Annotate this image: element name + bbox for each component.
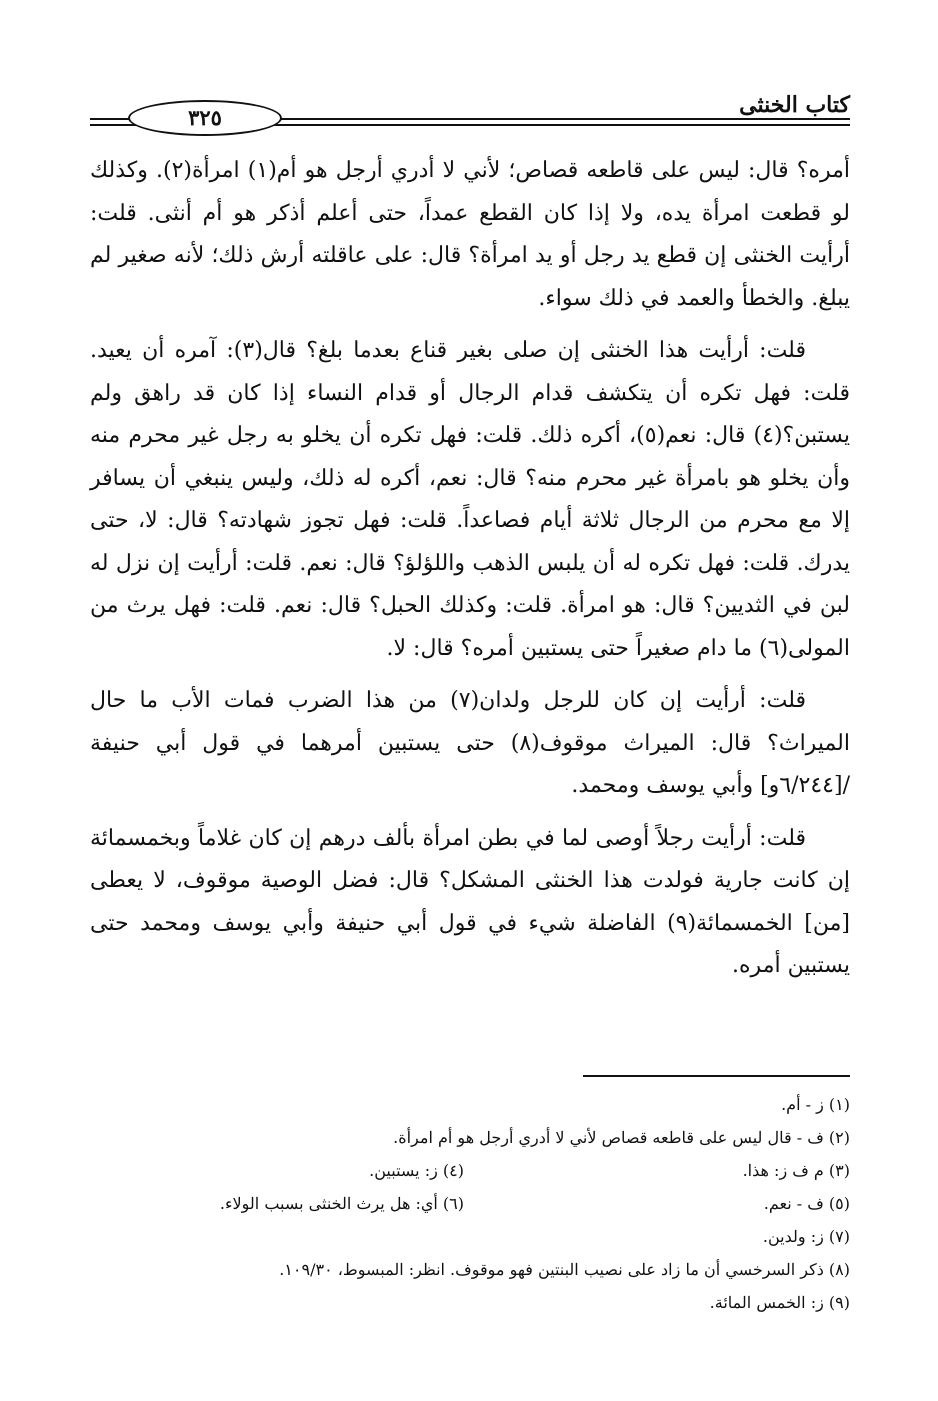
page-number: ٣٢٥ <box>128 100 282 136</box>
footnote-7: (٧) ز: ولدين. <box>762 1227 850 1246</box>
footnote-row-5-6 <box>90 1187 850 1220</box>
paragraph-1: أمره؟ قال: ليس على قاطعه قصاص؛ لأني لا أدري أرجل هو أم(١) امرأة(٢). وكذلك لو قطعت امرأة يده، ولا إذا كان القطع عمداً، حتى أعلم أذكر هو أم أنثى. قلت: أرأيت الخنثى إن قطع يد رجل أو يد امرأة؟ قال: على عاقلته أرش ذلك؛ لأنه صغير لم يبلغ. والخطأ والعمد في ذلك سواء. <box>90 158 850 311</box>
footnote-8: (٨) ذكر السرخسي أن ما زاد على نصيب البنتين فهو موقوف. انظر: المبسوط، ١٠٩/٣٠. <box>279 1260 850 1279</box>
footnote-separator <box>583 1075 850 1077</box>
footnote-1: (١) ز - أم. <box>781 1095 850 1114</box>
footnotes <box>90 1088 850 1319</box>
paragraph-2: قلت: أرأيت هذا الخنثى إن صلى بغير قناع بعدما بلغ؟ قال(٣): آمره أن يعيد. قلت: فهل تكره أن يتكشف قدام الرجال أو قدام النساء إذا كان قد راهق ولم يستبن؟(٤) قال: نعم(٥)، أكره ذلك. قلت: فهل تكره أن يخلو به رجل غير محرم منه وأن يخلو هو بامرأة غير محرم منه؟ قال: نعم، أكره له ذلك، وليس ينبغي أن يسافر إلا مع محرم من الرجال ثلاثة أيام فصاعداً. قلت: فهل تجوز شهادته؟ قال: لا، حتى يدرك. قلت: فهل تكره له أن يلبس الذهب واللؤلؤ؟ قال: نعم. قلت: أرأيت إن نزل له لبن في الثديين؟ قال: هو امرأة. قلت: وكذلك الحبل؟ قال: نعم. قلت: فهل يرث من المولى(٦) ما دام صغيراً حتى يستبين أمره؟ قال: لا. <box>90 338 851 661</box>
footnote-9: (٩) ز: الخمس المائة. <box>709 1293 850 1312</box>
paragraph-4: قلت: أرأيت رجلاً أوصى لما في بطن امرأة بألف درهم إن كان غلاماً وبخمسمائة إن كانت جارية فولدت هذا الخنثى المشكل؟ قال: فضل الوصية موقوف، لا يعطى [من] الخمسمائة(٩) الفاضلة شيء في قول أبي حنيفة وأبي يوسف ومحمد حتى يستبين أمره. <box>90 825 850 978</box>
footnote-3: (٣) م ف ز: هذا. <box>742 1161 850 1180</box>
running-title: كتاب الخنثى <box>739 92 850 118</box>
paragraph-3: قلت: أرأيت إن كان للرجل ولدان(٧) من هذا الضرب فمات الأب ما حال الميراث؟ قال: الميراث موقوف(٨) حتى يستبين أمرهما في قول أبي حنيفة /[٦/٢٤٤و] وأبي يوسف ومحمد. <box>90 688 850 798</box>
footnote-row-3-4 <box>90 1154 850 1187</box>
footnote-2: (٢) ف - قال ليس على قاطعه قصاص لأني لا أدري أرجل هو أم امرأة. <box>393 1128 850 1147</box>
footnote-5: (٥) ف - نعم. <box>763 1194 850 1213</box>
footnote-6: (٦) أي: هل يرث الخنثى بسبب الولاء. <box>219 1194 464 1213</box>
main-text <box>90 150 850 998</box>
footnote-4: (٤) ز: يستبين. <box>369 1161 464 1180</box>
page-header <box>90 92 850 134</box>
